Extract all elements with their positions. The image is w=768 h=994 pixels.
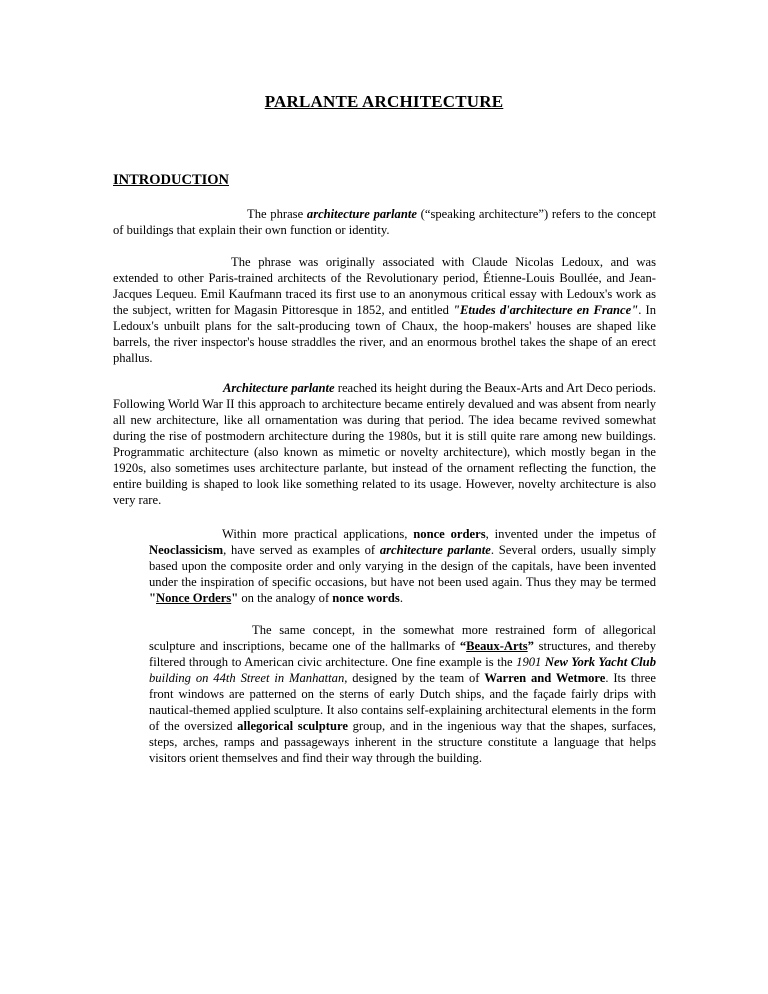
emphasis: architecture parlante (306, 207, 417, 221)
paragraph-2 (113, 254, 656, 366)
link-beaux-arts[interactable]: Beaux-Arts (466, 639, 528, 653)
quote-mark: ” (527, 639, 534, 653)
page-title: PARLANTE ARCHITECTURE (264, 92, 504, 111)
text: The phrase was originally associated with Claude Nicolas Ledoux, and was extended to other Paris-trained architects of the Revolutionary period, Étienne-Louis Boullée, and Jean-Jacques Lequeu. Emil Kaufmann traced its first use to an anonymous critical essay with Ledoux's work as the subject, written for Magasin Pittoresque in 1852, and entitled (113, 255, 656, 317)
bold-term: nonce orders (413, 527, 486, 541)
italic-text: building on 44th Street in Manhattan (149, 671, 345, 685)
text: The phrase (247, 207, 307, 221)
quote-mark: " (231, 591, 239, 605)
emphasis: "Etudes d'architecture en France" (453, 303, 639, 317)
section-heading: INTRODUCTION (113, 172, 230, 188)
bold-term: Warren and Wetmore (484, 671, 606, 685)
text: Within more practical applications, (222, 527, 414, 541)
paragraph-3 (113, 380, 656, 508)
emphasis: Architecture parlante (223, 381, 335, 395)
text: . (399, 591, 403, 605)
paragraph-5 (149, 622, 656, 766)
link-nonce-orders[interactable]: Nonce Orders (156, 591, 232, 605)
text: , invented under the impetus of (485, 527, 657, 541)
text: (“speaking architecture”) refers to the concept of buildings that explain their own function or identity. (113, 207, 657, 237)
italic-text: 1901 (516, 655, 545, 669)
text: . In Ledoux's unbuilt plans for the salt-producing town of Chaux, the hoop-makers' houses are shaped like barrels, the river inspector's house straddles the river, and an enormous brothel takes the shape of an erect phallus. (113, 303, 656, 365)
bold-term: Neoclassicism (149, 543, 224, 557)
text: , designed by the team of (344, 671, 485, 685)
text: group, and in the ingenious way that the shapes, surfaces, steps, arches, ramps and passageways inherent in the structure constitute a language that helps visitors orient themselves and find their way through the building. (149, 719, 656, 765)
bold-term: allegorical sculpture (237, 719, 348, 733)
text: The same concept, in the somewhat more restrained form of allegorical sculpture and inscriptions, became one of the hallmarks of (149, 623, 656, 653)
bold-term: nonce words (332, 591, 400, 605)
paragraph-1 (113, 206, 656, 238)
text: structures, and thereby filtered through to American civic architecture. One fine example is the (149, 639, 656, 669)
text: . Its three front windows are patterned on the sterns of early Dutch ships, and the façade fairly drips with nautical-themed applied sculpture. It also contains self-explaining architectural elements in the form of the oversized (149, 671, 656, 733)
text: , have served as examples of (223, 543, 380, 557)
quote-mark: “ (459, 639, 467, 653)
paragraph-4 (149, 526, 656, 606)
quote-mark: " (149, 591, 156, 605)
emphasis: New York Yacht Club (544, 655, 656, 669)
emphasis: architecture parlante (379, 543, 491, 557)
text: on the analogy of (238, 591, 333, 605)
text: reached its height during the Beaux-Arts and Art Deco periods. Following World War II this approach to architecture became entirely devalued and was absent from nearly all new architecture, like all ornamentation was during that period. The idea became revived somewhat during the rise of postmodern architecture during the 1980s, but it is still quite rare among new buildings. Programmatic architecture (also known as mimetic or novelty architecture), which mostly began in the 1920s, also sometimes uses architecture parlante, but instead of the ornament reflecting the function, the entire building is shaped to look like something related to its usage. However, novelty architecture is also very rare. (113, 381, 657, 507)
text: . Several orders, usually simply based upon the composite order and only varying in the design of the capitals, have been invented under the inspiration of specific occasions, but have not been used again. Thus they may be termed (149, 543, 656, 589)
